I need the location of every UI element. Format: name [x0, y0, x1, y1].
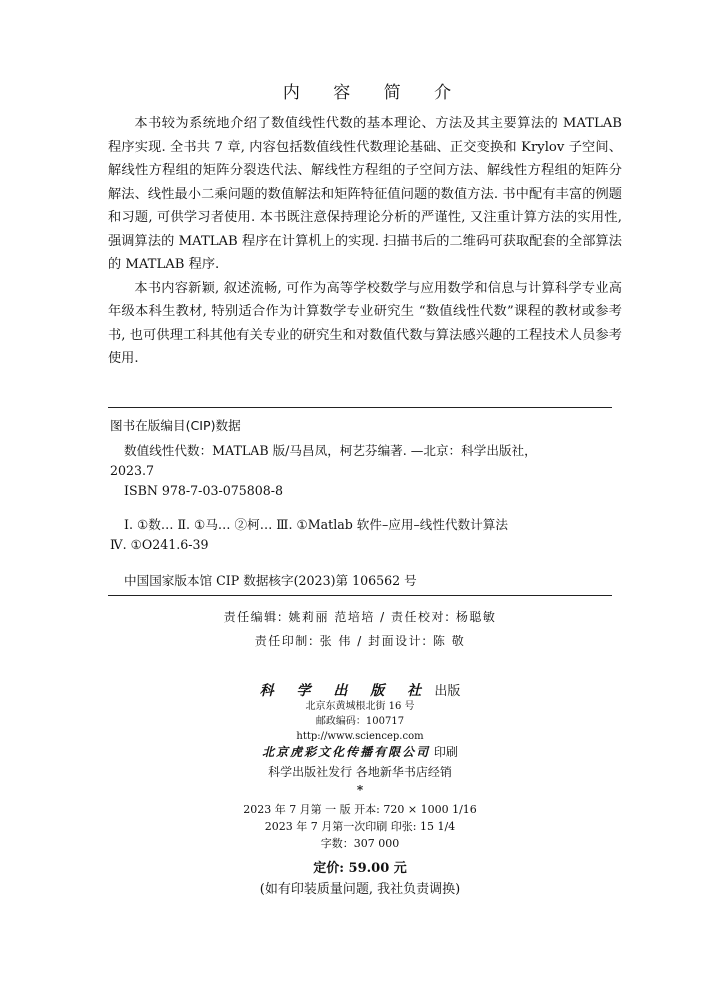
price: 定价: 59.00 元 — [313, 861, 407, 876]
credits-line-1: 责任编辑: 姚莉丽 范培培 / 责任校对: 杨聪敏 — [223, 610, 497, 624]
distribution-line: 科学出版社发行 各地新华书店经销 — [268, 765, 452, 779]
cip-record — [110, 441, 610, 501]
quality-note: (如有印装质量问题, 我社负责调换) — [259, 882, 461, 897]
cip-bottom-rule — [108, 595, 612, 596]
summary-paragraph-1: 本书较为系统地介绍了数值线性代数的基本理论、方法及其主要算法的 MATLAB 程序实现. 全书共 7 章, 内容包括数值线性代数理论基础、正交变换和 Krylov 子空间、解线性方程组的矩阵分裂迭代法、解线性方程组的子空间方法、解线性方程组的矩阵分解法、线性最小二乘问题的数值解法和矩阵特征值问题的数值方法. 书中配有丰富的例题和习题, 可供学习者使用. 本书既注意保持理论分析的严谨性, 又注重计算方法的实用性, 强调算法的 MATLAB 程序在计算机上的实现. 扫描书后的二维码可获取配套的全部算法的 MATLAB 程序. — [108, 116, 622, 272]
separator-star: * — [356, 783, 364, 797]
word-count: 字数：307 000 — [320, 837, 400, 850]
printer-name: 北京虎彩文化传播有限公司 — [262, 745, 431, 759]
cip-record-number: 中国国家版本馆 CIP 数据核字(2023)第 106562 号 — [124, 573, 417, 588]
cip-top-rule — [108, 407, 612, 408]
section-title: 内 容 简 介 — [282, 83, 466, 103]
credits-line-2: 责任印制: 张 伟 / 封面设计: 陈 敬 — [254, 634, 466, 648]
publisher-postcode: 邮政编码：100717 — [315, 716, 405, 727]
cip-isbn: ISBN 978-7-03-075808-8 — [124, 483, 284, 498]
cip-classification — [110, 515, 610, 555]
summary-paragraph-2: 本书内容新颖, 叙述流畅, 可作为高等学校数学与应用数学和信息与计算科学专业高年级本科生教材, 特别适合作为计算数学专业研究生 “数值线性代数”课程的教材或参考书, 也可供理工科其他有关专业的研究生和对数值代数与算法感兴趣的工程技术人员参考使用. — [108, 280, 622, 366]
cip-heading: 图书在版编目(CIP)数据 — [110, 418, 241, 433]
publisher-suffix: 出版 — [434, 684, 461, 699]
cip-record-number-block — [110, 571, 610, 591]
cip-title-line: 数值线性代数：MATLAB 版/马昌凤，柯艺芬编著. —北京：科学出版社， — [124, 443, 537, 458]
content-summary — [108, 112, 622, 371]
printing-line: 2023 年 7 月第一次印刷 印张: 15 1/4 — [264, 820, 456, 833]
publisher-name: 科 学 出 版 社 — [259, 683, 431, 699]
cip-class-line-1: Ⅰ. ①数… Ⅱ. ①马… ②柯… Ⅲ. ①Matlab 软件–应用–线性代数计算法 — [124, 517, 508, 532]
publisher-line — [0, 680, 720, 700]
publisher-address-block — [0, 699, 720, 744]
printer-line — [0, 743, 720, 761]
cip-class-line-2: Ⅳ. ①O241.6-39 — [110, 537, 209, 552]
publisher-url: http://www.sciencep.com — [296, 731, 424, 742]
cip-year-line: 2023.7 — [110, 463, 155, 478]
edition-block — [0, 801, 720, 852]
edition-line: 2023 年 7 月第 一 版 开本: 720 × 1000 1/16 — [243, 803, 477, 816]
printer-suffix: 印刷 — [433, 745, 458, 759]
publisher-address: 北京东黄城根北街 16 号 — [305, 701, 415, 712]
